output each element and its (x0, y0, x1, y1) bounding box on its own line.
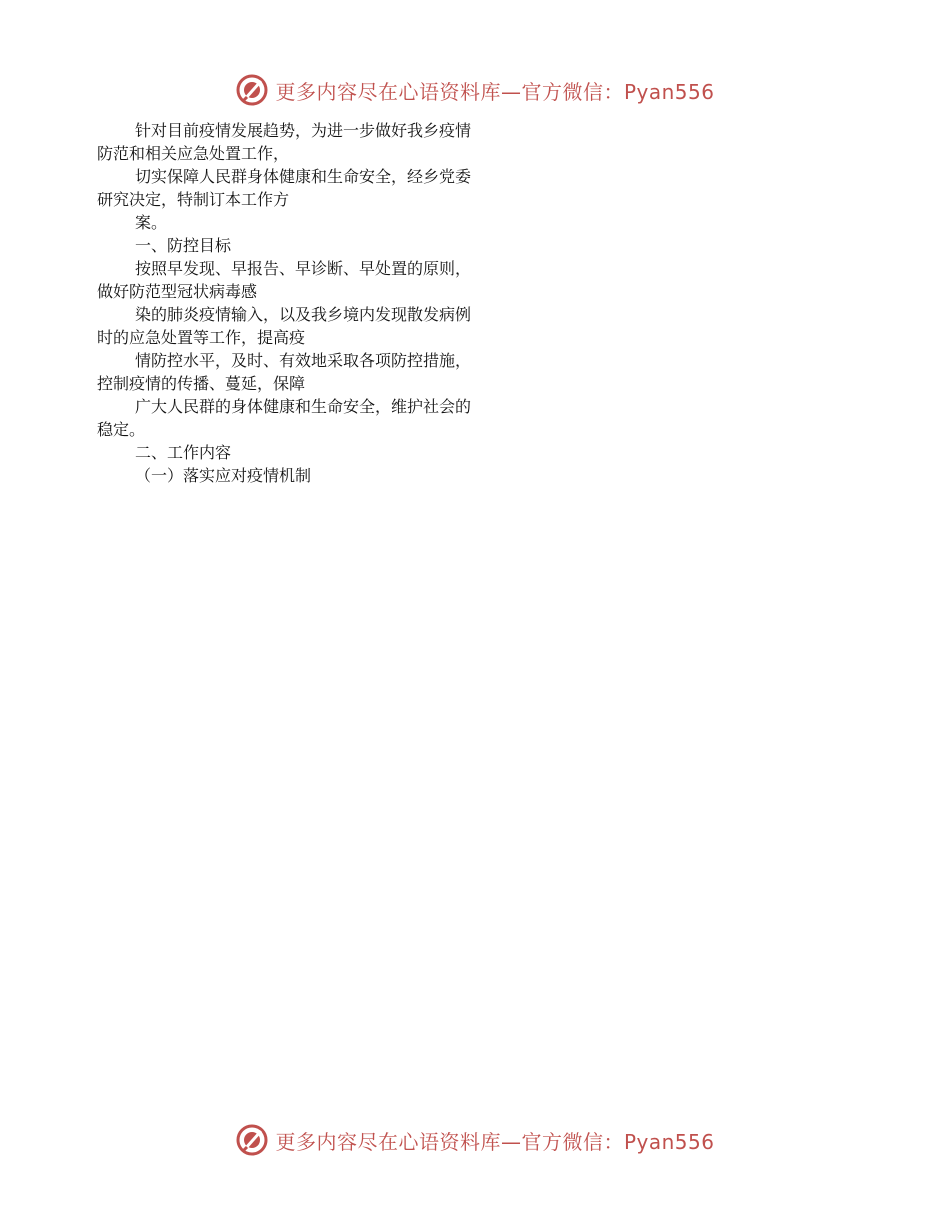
body-line: 防范和相关应急处置工作， (97, 144, 290, 163)
body-line: 广大人民群的身体健康和生命安全，维护社会的 (135, 397, 472, 416)
footer-watermark-banner (0, 1120, 950, 1160)
section-heading: 一、防控目标 (135, 236, 232, 255)
header-watermark-banner (0, 70, 950, 110)
footer-watermark-text: 更多内容尽在心语资料库—官方微信：Pyan556 (275, 1129, 715, 1154)
body-line: 控制疫情的传播、蔓延，保障 (97, 374, 306, 393)
body-line: 情防控水平，及时、有效地采取各项防控措施， (135, 351, 472, 370)
subsection-heading: （一）落实应对疫情机制 (135, 466, 312, 485)
section-heading: 二、工作内容 (135, 443, 232, 462)
body-line: 案。 (135, 213, 168, 232)
header-watermark-text: 更多内容尽在心语资料库—官方微信：Pyan556 (275, 79, 715, 104)
document-body (97, 118, 857, 486)
body-line: 研究决定，特制订本工作方 (97, 190, 290, 209)
body-line: 时的应急处置等工作，提高疫 (97, 328, 306, 347)
body-line: 针对目前疫情发展趋势，为进一步做好我乡疫情 (135, 121, 472, 140)
body-line: 稳定。 (97, 420, 146, 439)
pen-logo-icon (235, 1123, 269, 1157)
body-line: 按照早发现、早报告、早诊断、早处置的原则， (135, 259, 472, 278)
body-line: 染的肺炎疫情输入，以及我乡境内发现散发病例 (135, 305, 472, 324)
body-line: 切实保障人民群身体健康和生命安全，经乡党委 (135, 167, 472, 186)
body-line: 做好防范型冠状病毒感 (97, 282, 258, 301)
pen-logo-icon (235, 73, 269, 107)
